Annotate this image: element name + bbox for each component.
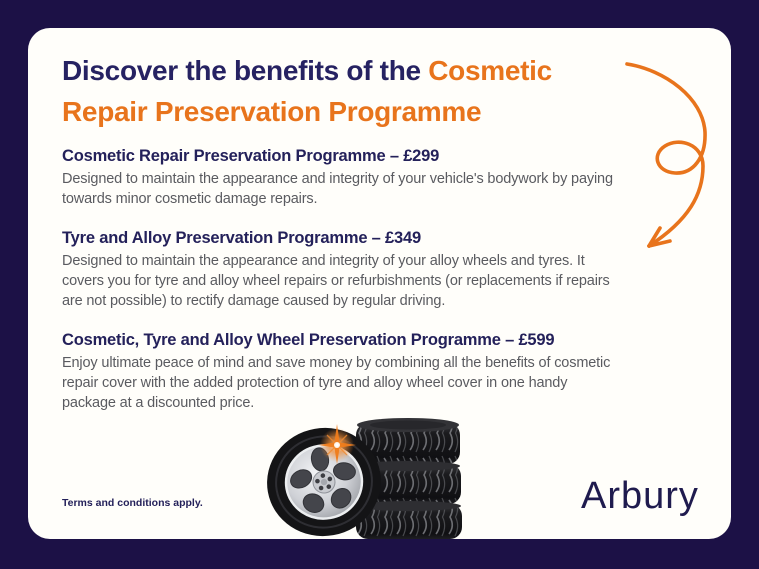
title-prefix: Discover the benefits of the: [62, 55, 429, 86]
programme-description: Designed to maintain the appearance and integrity of your alloy wheels and tyres. It covers you for tyre and alloy wheel repairs or refurbishments (or replacements if repairs are not possible) to rectify damage caused by regular driving.: [62, 253, 610, 309]
programme-section: [62, 146, 702, 209]
programme-heading: Cosmetic, Tyre and Alloy Wheel Preservation Programme – £599: [62, 331, 555, 349]
terms-note: Terms and conditions apply.: [62, 497, 203, 509]
programme-description: Designed to maintain the appearance and integrity of your vehicle's bodywork by paying towards minor cosmetic damage repairs.: [62, 171, 613, 207]
title-highlight-line1: Cosmetic: [428, 55, 552, 86]
programme-section: [62, 330, 702, 413]
programme-heading: Cosmetic Repair Preservation Programme – £299: [62, 147, 440, 165]
programme-list: [62, 146, 702, 432]
brand-logo: Arbury: [581, 475, 699, 517]
page-title: [62, 50, 702, 132]
programme-description: Enjoy ultimate peace of mind and save money by combining all the benefits of cosmetic repair cover with the added protection of tyre and alloy wheel cover in one handy package at a discounted price.: [62, 355, 611, 411]
title-highlight-line2: Repair Preservation Programme: [62, 96, 482, 127]
programme-heading: Tyre and Alloy Preservation Programme – £349: [62, 229, 421, 247]
programme-section: [62, 228, 702, 311]
flyer-card: [28, 28, 731, 539]
tyres-image: [264, 412, 502, 539]
